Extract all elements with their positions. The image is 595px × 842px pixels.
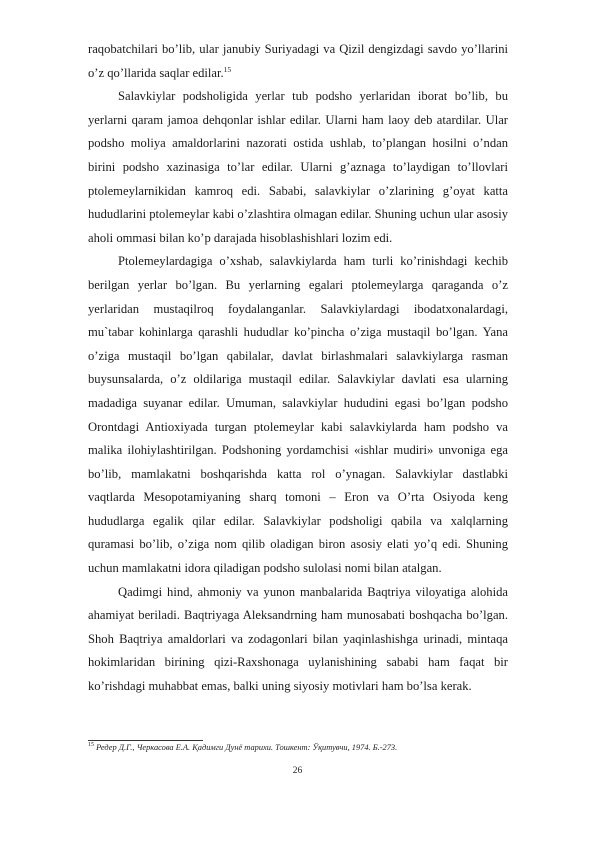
footnote-reference[interactable]: 15 [223,64,232,74]
page-number: 26 [292,766,303,776]
body-text [88,38,508,699]
footnote-text: Редер Д.Г., Черкасова Е.А. Қадимги Дунё тарихи. Тошкент: Ўқитувчи, 1974. Б.-273. [96,743,398,752]
footnote [88,742,508,754]
footnote-divider [88,740,203,741]
paragraph-4: Qadimgi hind, ahmoniy va yunon manbalarida Baqtriya viloyatiga alohida ahamiyat beriladi. Baqtriyaga Aleksandrning ham munosabati boshqacha bo’lgan. Shoh Baqtriya amaldorlari va zodagonlari bilan yaqinlashishga urinadi, mintaqa hokimlaridan birining qizi-Raxshonaga uylanishining sababi ham faqat bir ko’rishdagi muhabbat emas, balki uning siyosiy motivlari ham bo’lsa kerak. [88,584,508,694]
paragraph-2: Salavkiylar podsholigida yerlar tub podsho yerlaridan iborat bo’lib, bu yerlarni qaram jamoa dehqonlar ishlar edilar. Ularni ham laoy deb atardilar. Ular podsho moliya amaldorlarini nazorati ostida ushlab, to’plangan hosilni o’ndan birini podsho xazinasiga to’lar edilar. Ularni g’aznaga to’laydigan to’llovlari ptolemeylarnikidan kamroq edi. Sababi, salavkiylar o’zlarining g’oyat katta hududlarini ptolemeylar kabi o’zlashtira olmagan edilar. Shuning uchun ular asosiy aholi ommasi bilan ko’p darajada hisoblashishlari lozim edi. [88,89,508,245]
paragraph-3: Ptolemeylardagiga o’xshab, salavkiylarda ham turli ko’rinishdagi kechib berilgan yerlar bo’lgan. Bu yerlarning egalari ptolemeylarga qaraganda o’z yerlaridan mustaqilroq foydalanganlar. Salavkiylardagi ibodatxonalardagi, mu`tabar kohinlarga qarashli hududlar ko’pincha o’ziga mustaqil bo’lgan. Yana o’ziga mustaqil bo’lgan qabilalar, davlat birlashmalari salavkiylarga rasman buysunsalarda, o’z oldilariga mustaqil edilar. Salavkiylar davlati esa ularning madadiga suyanar edilar. Umuman, salavkiylar hududini egasi bo’lgan podsho Orontdagi Antioxiyada turgan ptolemeylar kabi salavkiylarda ham podsho va malika ilohiylashtirilgan. Podshoning yordamchisi «ishlar mudiri» unvoniga ega bo’lib, mamlakatni boshqarishda katta rol o’ynagan. Salavkiylar dastlabki vaqtlarda Mesopotamiyaning sharq tomoni – Eron va O’rta Osiyoda keng hududlarga egalik qilar edilar. Salavkiylar podsholigi qabila va xalqlarning quramasi bo’lib, o’ziga nom qilib oladigan biron asosiy elati yo’q edi. Shuning uchun mamlakatni idora qiladigan podsho sulolasi nomi bilan atalgan. [88,254,508,576]
paragraph-1 [88,38,508,85]
paragraph-1-text: raqobatchilari bo’lib, ular janubiy Suriyadagi va Qizil dengizdagi savdo yo’llarini o’z qo’llarida saqlar edilar. [88,42,508,80]
footnote-number: 15 [88,742,94,749]
